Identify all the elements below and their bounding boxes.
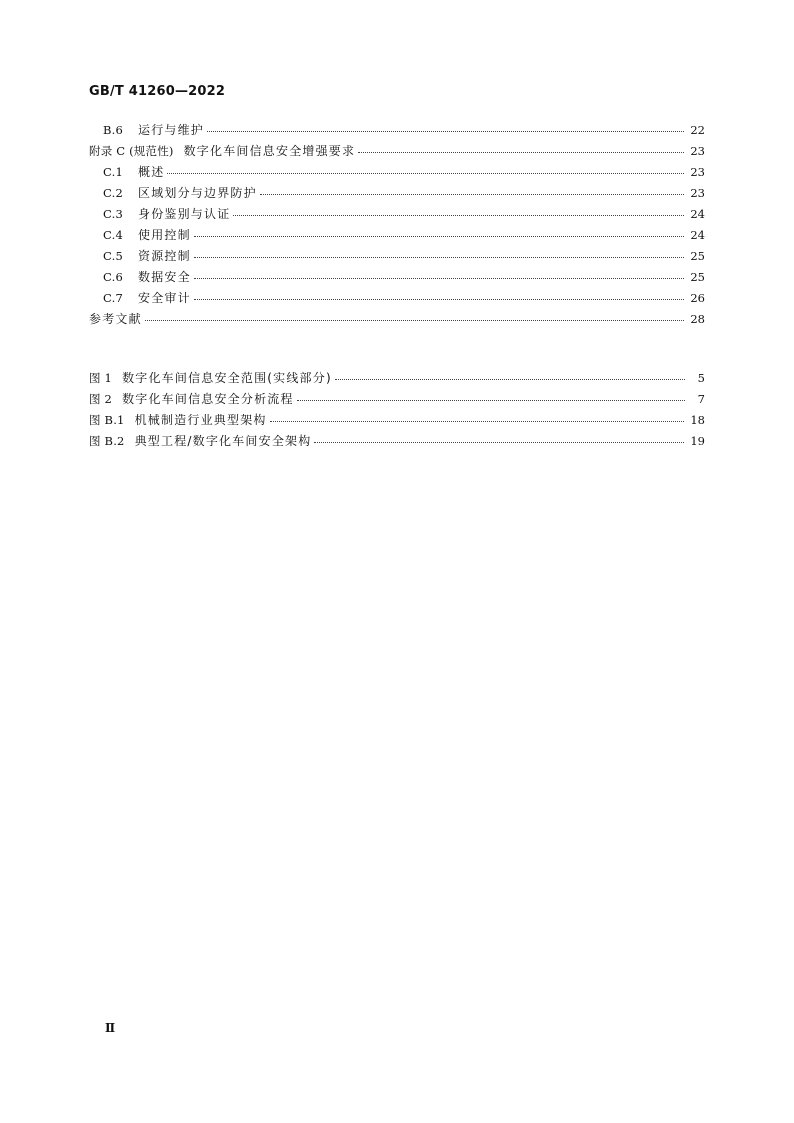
table-of-contents — [89, 119, 705, 329]
entry-title: 资源控制 — [138, 249, 191, 263]
dot-leader — [335, 379, 685, 380]
dot-leader — [297, 400, 685, 401]
entry-page-number: 23 — [690, 185, 705, 200]
dot-leader — [260, 194, 685, 195]
entry-page-number: 24 — [690, 206, 705, 221]
toc-entry[interactable] — [89, 287, 705, 308]
toc-entry[interactable] — [89, 245, 705, 266]
entry-page-number: 7 — [697, 391, 705, 406]
entry-number: C.3 — [103, 206, 123, 221]
entry-title: 使用控制 — [138, 228, 191, 242]
dot-leader — [167, 173, 684, 174]
entry-title: 区域划分与边界防护 — [138, 186, 257, 200]
entry-page-number: 23 — [690, 164, 705, 179]
dot-leader — [270, 421, 685, 422]
toc-entry[interactable] — [89, 140, 705, 161]
entry-number: C.6 — [103, 269, 123, 284]
entry-title: 数字化车间信息安全范围(实线部分) — [122, 371, 332, 385]
entry-title: 参考文献 — [89, 312, 142, 326]
entry-number: 图 2 — [89, 391, 113, 406]
toc-entry[interactable] — [89, 266, 705, 287]
entry-title: 概述 — [138, 165, 165, 179]
figure-list — [89, 367, 705, 451]
dot-leader — [194, 299, 685, 300]
toc-entry[interactable] — [89, 224, 705, 245]
entry-page-number: 28 — [690, 311, 705, 326]
dot-leader — [194, 257, 685, 258]
entry-page-number: 25 — [690, 269, 705, 284]
entry-number: C.5 — [103, 248, 123, 263]
toc-entry[interactable] — [89, 182, 705, 203]
entry-title: 数字化车间信息安全增强要求 — [183, 144, 356, 158]
entry-number: 附录 C (规范性) — [89, 143, 174, 158]
standard-code-header: GB/T 41260—2022 — [89, 84, 226, 99]
dot-leader — [233, 215, 684, 216]
entry-title: 数字化车间信息安全分析流程 — [122, 392, 294, 406]
entry-title: 数据安全 — [138, 270, 191, 284]
dot-leader — [358, 152, 684, 153]
entry-title: 身份鉴别与认证 — [138, 207, 231, 221]
entry-title: 安全审计 — [138, 291, 191, 305]
entry-number: 图 B.1 — [89, 412, 125, 427]
figure-entry[interactable] — [89, 409, 705, 430]
entry-page-number: 23 — [690, 143, 705, 158]
toc-entry[interactable] — [89, 308, 705, 329]
entry-number: C.7 — [103, 290, 123, 305]
toc-entry[interactable] — [89, 161, 705, 182]
entry-title: 典型工程/数字化车间安全架构 — [134, 434, 312, 448]
entry-number: C.4 — [103, 227, 123, 242]
entry-page-number: 18 — [690, 412, 705, 427]
entry-title: 运行与维护 — [138, 123, 205, 137]
dot-leader — [314, 442, 684, 443]
figure-entry[interactable] — [89, 367, 705, 388]
entry-number: C.2 — [103, 185, 123, 200]
dot-leader — [145, 320, 685, 321]
entry-page-number: 22 — [690, 122, 705, 137]
entry-page-number: 5 — [697, 370, 705, 385]
entry-number: C.1 — [103, 164, 123, 179]
entry-title: 机械制造行业典型架构 — [134, 413, 267, 427]
entry-page-number: 24 — [690, 227, 705, 242]
entry-page-number: 26 — [690, 290, 705, 305]
dot-leader — [194, 236, 685, 237]
entry-page-number: 25 — [690, 248, 705, 263]
entry-number: B.6 — [103, 122, 124, 137]
entry-number: 图 B.2 — [89, 433, 125, 448]
toc-entry[interactable] — [89, 203, 705, 224]
figure-entry[interactable] — [89, 388, 705, 409]
toc-entry[interactable] — [89, 119, 705, 140]
dot-leader — [207, 131, 684, 132]
figure-entry[interactable] — [89, 430, 705, 451]
entry-number: 图 1 — [89, 370, 113, 385]
entry-page-number: 19 — [690, 433, 705, 448]
page-number-footer: Ⅱ — [105, 1021, 116, 1035]
dot-leader — [194, 278, 685, 279]
